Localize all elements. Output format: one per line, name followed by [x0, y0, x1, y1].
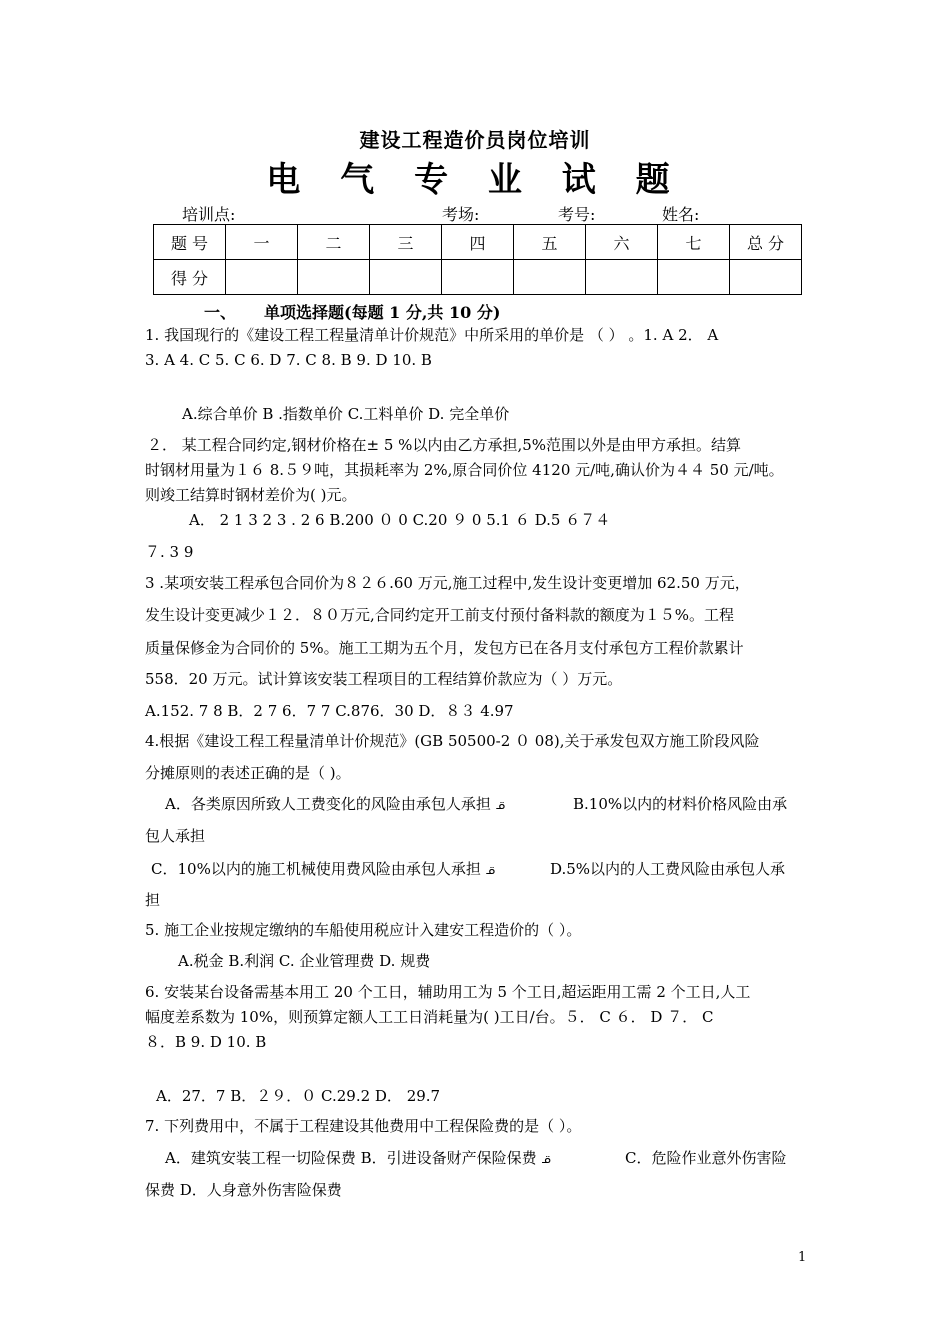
question-6-options: A．27．7 B．２９．０ C.29.2 D． 29.7 [156, 1087, 441, 1105]
question-3-text: 质量保修金为合同价的 5%。施工工期为五个月，发包方已在各月支付承包方工程价款累计 [145, 639, 744, 657]
question-7-option-c: C．危险作业意外伤害险 [625, 1149, 787, 1167]
question-4-option-d: 担 [145, 891, 161, 909]
question-6-text: 幅度差系数为 10%，则预算定额人工工日消耗量为( )工日/台。５． C ６． D ７． C [145, 1008, 714, 1026]
section-title: 单项选择题(每题 1 分,共 10 分) [264, 303, 501, 322]
question-5-text: 5. 施工企业按规定缴纳的车船使用税应计入建安工程造价的（ ）。 [145, 921, 582, 939]
exam-number-label: 考号: [558, 205, 596, 224]
question-3-text: 3 .某项安装工程承包合同价为８２６.60 万元,施工过程中,发生设计变更增加 62.50 万元， [145, 574, 750, 592]
question-2-text: ２． 某工程合同约定,钢材价格在± 5 %以内由乙方承担,5%范围以外是由甲方承担。结算 [147, 436, 742, 454]
question-4-text: 分摊原则的表述正确的是（ )。 [145, 764, 351, 782]
score-table-header-cell: 三 [370, 225, 442, 260]
score-table-header-cell: 题 号 [154, 225, 226, 260]
name-label: 姓名: [662, 205, 700, 224]
question-6-text: 6. 安装某台设备需基本用工 20 个工日，辅助用工为 5 个工日,超运距用工需 2 个工日,人工 [145, 983, 751, 1001]
score-table-score-row [154, 260, 802, 295]
score-cell[interactable] [730, 260, 802, 295]
section-heading [204, 300, 500, 323]
question-4-option-b: 包人承担 [145, 827, 206, 845]
question-1-options: A.综合单价 B .指数单价 C.工料单价 D. 完全单价 [182, 405, 510, 423]
document-subtitle: 电 气 专 业 试 题 [266, 160, 684, 200]
score-table-header-row [154, 225, 802, 260]
question-4-option-a [165, 795, 505, 815]
question-2-options: A． 2 1 3 2 3 . 2 6 B.200 ０ 0 C.20 ９ 0 5.1 ６ D.5 ６７４ [189, 511, 611, 529]
inline-mark: ᓆ [485, 864, 495, 877]
score-cell[interactable] [514, 260, 586, 295]
answer-key-line: 3. A 4. C 5. C 6. D 7. C 8. B 9. D 10. B [145, 351, 432, 369]
score-cell[interactable] [370, 260, 442, 295]
answer-key-line: ８．B 9. D 10. B [145, 1033, 267, 1051]
question-4-option-c [151, 860, 495, 880]
section-number: 一、 [204, 303, 237, 322]
score-table-header-cell: 四 [442, 225, 514, 260]
score-cell[interactable] [442, 260, 514, 295]
question-4-option-b: B.10%以内的材料价格风险由承 [573, 795, 788, 813]
score-table-header-cell: 六 [586, 225, 658, 260]
question-7-options: 保费 D．人身意外伤害险保费 [145, 1181, 342, 1199]
question-5-options: A.税金 B.利润 C. 企业管理费 D. 规费 [178, 952, 431, 970]
question-4-text: 4.根据《建设工程工程量清单计价规范》(GB 50500-2 ０ 08),关于承发包双方施工阶段风险 [145, 732, 760, 750]
score-table-score-label: 得 分 [154, 260, 226, 295]
question-2-options: ７. 3 9 [145, 543, 194, 561]
question-3-text: 发生设计变更减少１２．８０万元,合同约定开工前支付预付备料款的额度为１５%。工程 [145, 606, 735, 624]
inline-mark: ᓆ [495, 799, 505, 812]
score-table-header-cell: 二 [298, 225, 370, 260]
question-1-text: 1. 我国现行的《建设工程工程量清单计价规范》中所采用的单价是 （ ） 。1. A 2． A [145, 326, 719, 344]
exam-room-label: 考场: [442, 205, 480, 224]
document-title: 建设工程造价员岗位培训 [359, 128, 591, 152]
score-cell[interactable] [226, 260, 298, 295]
question-4-option-d: D.5%以内的人工费风险由承包人承 [550, 860, 786, 878]
option-text: A．各类原因所致人工费变化的风险由承包人承担 [165, 795, 491, 813]
score-table-header-cell: 七 [658, 225, 730, 260]
score-cell[interactable] [586, 260, 658, 295]
score-cell[interactable] [658, 260, 730, 295]
question-3-text: 558．20 万元。试计算该安装工程项目的工程结算价款应为（ ）万元。 [145, 670, 623, 688]
score-table-header-cell: 总 分 [730, 225, 802, 260]
question-7-options [165, 1149, 551, 1169]
question-2-text: 时钢材用量为１６ 8.５９吨，其损耗率为 2%,原合同价位 4120 元/吨,确认价为４４ 50 元/吨。 [145, 461, 784, 479]
page-number: 1 [798, 1250, 807, 1265]
score-table-header-cell: 五 [514, 225, 586, 260]
training-point-label: 培训点: [182, 205, 236, 224]
score-table-header-cell: 一 [226, 225, 298, 260]
score-table [153, 224, 802, 295]
question-3-options: A.152. 7 8 B．2 7 6．7 7 C.876．30 D．８３ 4.97 [145, 702, 514, 720]
score-cell[interactable] [298, 260, 370, 295]
question-7-text: 7. 下列费用中，不属于工程建设其他费用中工程保险费的是（ ）。 [145, 1117, 582, 1135]
option-text: C．10%以内的施工机械使用费风险由承包人承担 [151, 860, 481, 878]
option-text: A．建筑安装工程一切险保费 B．引进设备财产保险保费 [165, 1149, 537, 1167]
question-2-text: 则竣工结算时钢材差价为( )元。 [145, 486, 357, 504]
inline-mark: ᓆ [541, 1153, 551, 1166]
